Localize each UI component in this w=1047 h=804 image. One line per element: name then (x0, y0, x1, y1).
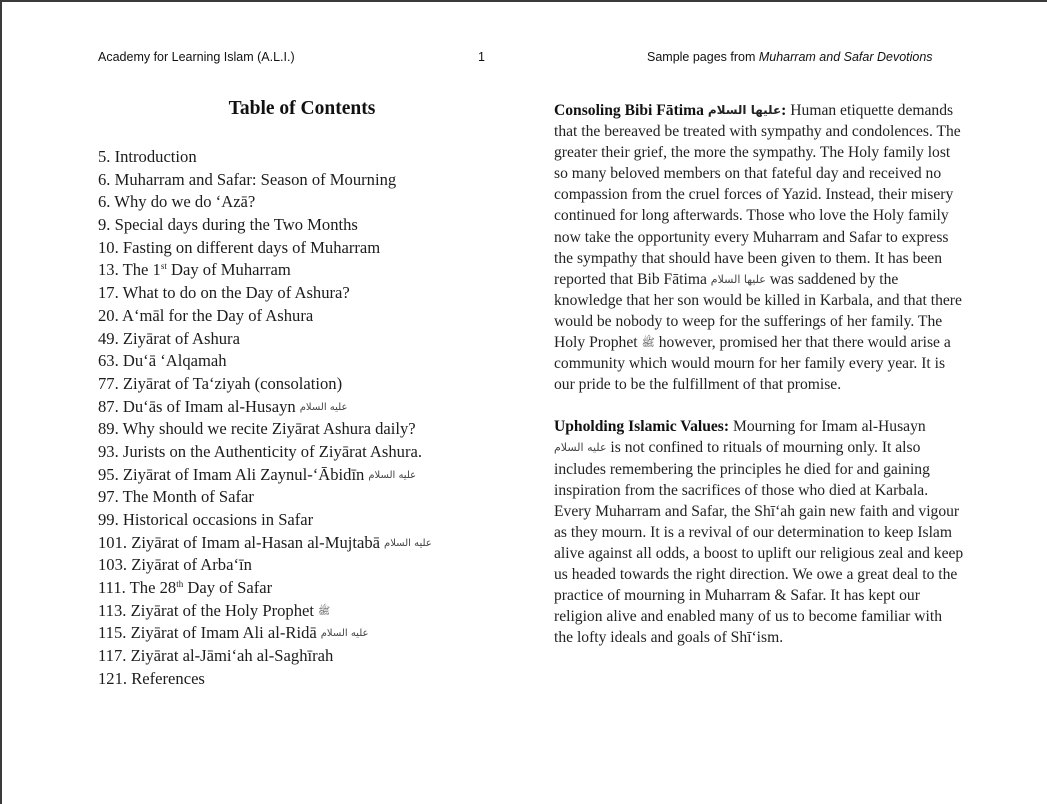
toc-entry-text: 121. References (98, 668, 205, 688)
toc-entry-text: Day of Muharram (166, 260, 291, 280)
honorific-icon: عليه السلام (368, 469, 417, 481)
header-page-number: 1 (478, 50, 485, 64)
toc-entry-text: 101. Ziyārat of Imam al-Hasan al-Mujtabā (98, 532, 380, 552)
toc-entry-text: 99. Historical occasions in Safar (98, 510, 314, 529)
toc-entry-text: 113. Ziyārat of the Holy Prophet (98, 600, 314, 620)
toc-entry[interactable] (98, 509, 432, 532)
toc-entry[interactable] (98, 237, 432, 260)
honorific-icon: عليها السلام (707, 103, 782, 117)
toc-entry[interactable] (98, 441, 432, 464)
toc-entry-text: 63. Du‘ā ‘Alqamah (98, 351, 227, 371)
toc-entry-text: 77. Ziyārat of Ta‘ziyah (consolation) (98, 373, 343, 393)
paragraph-heading: Upholding Islamic Values: (554, 418, 730, 436)
toc-entry[interactable] (98, 600, 432, 623)
toc-entry[interactable] (98, 418, 432, 441)
toc-entry-text: 97. The Month of Safar (98, 487, 254, 507)
toc-entry[interactable] (98, 486, 432, 509)
ordinal-suffix: st (160, 261, 167, 272)
honorific-icon: عليه السلام (554, 441, 607, 455)
honorific-icon: ﷺ (641, 336, 655, 350)
toc-entry-text: 117. Ziyārat al-Jāmi‘ah al-Saghīrah (98, 646, 334, 666)
toc-entry[interactable] (98, 146, 432, 169)
toc-list (98, 146, 432, 691)
toc-entry-text: 9. Special days during the Two Months (98, 215, 358, 235)
paragraph-heading (554, 102, 786, 119)
toc-entry[interactable] (98, 464, 432, 487)
honorific-icon: عليها السلام (710, 272, 766, 286)
header-source-prefix: Sample pages from (647, 50, 759, 64)
toc-entry-text: 87. Du‘ās of Imam al-Husayn (98, 396, 296, 416)
toc-entry[interactable] (98, 668, 432, 691)
paragraph-upholding-islamic-values (554, 416, 964, 648)
ordinal-suffix: th (176, 579, 184, 590)
toc-entry[interactable] (98, 532, 432, 555)
toc-entry[interactable] (98, 305, 432, 328)
toc-entry-text: 6. Muharram and Safar: Season of Mourning (98, 169, 397, 189)
toc-title: Table of Contents (228, 98, 376, 119)
toc-entry-text: 17. What to do on the Day of Ashura? (98, 283, 350, 303)
heading-colon: : (781, 102, 787, 119)
paragraph-text: Mourning for Imam al-Husayn (729, 418, 926, 436)
paragraph-text: was saddened by the knowledge that her son would be killed in Karbala, and that there would be nobody to weep for the sufferings of her family. The Holy Prophet (554, 270, 962, 352)
paragraph-heading-text: Consoling Bibi Fātima (554, 102, 704, 119)
toc-entry-text: 93. Jurists on the Authenticity of Ziyārat Ashura. (98, 441, 422, 461)
paragraph-consoling-bibi-fatima (554, 100, 964, 395)
header-publisher: Academy for Learning Islam (A.L.I.) (98, 50, 295, 64)
toc-entry-text: 95. Ziyārat of Imam Ali Zaynul-‘Ābidīn (98, 464, 365, 484)
toc-entry[interactable] (98, 169, 432, 192)
toc-entry[interactable] (98, 259, 432, 282)
honorific-icon: عليه السلام (299, 401, 348, 413)
honorific-icon: ﷺ (317, 605, 331, 617)
toc-entry-text: 111. The 28 (98, 578, 177, 598)
honorific-icon: عليه السلام (384, 537, 432, 549)
paragraph-text: is not confined to rituals of mourning only. It also includes remembering the principles he died for and gaining inspiration from the sacrifices of those who died at Karbala. Every Muharram and Safar, the Shī‘ah gain new faith and vigour as they mourn. It is a revival of our determination to keep Islam alive against all odds, a boost to uplift our religious zeal and keep us headed towards the right direction. We owe a great deal to the practice of mourning in Muharram & Safar. It has kept our religion alive and enabled many of us to become familiar with the lofty ideals and goals of Shī‘ism. (554, 439, 964, 647)
window-left-border (0, 0, 2, 804)
toc-entry-text: 49. Ziyārat of Ashura (98, 328, 240, 348)
toc-entry-text: 115. Ziyārat of Imam Ali al-Ridā (98, 623, 317, 643)
toc-entry[interactable] (98, 577, 432, 600)
toc-entry[interactable] (98, 645, 432, 668)
honorific-icon: عليه السلام (320, 628, 369, 640)
paragraph-text: Human etiquette demands that the bereaved be treated with sympathy and condolences. The greater their grief, the more the sympathy. The Holy family lost so many beloved members on that fateful day and received no compassion from the cruel forces of Yazid. Instead, their misery continued for long afterwards. Those who love the Holy family now take the opportunity every Muharram and Safar to express the sympathy that should have been given to them. It has been reported that Bib Fātima (554, 102, 961, 288)
toc-entry-text: 20. A‘māl for the Day of Ashura (98, 305, 314, 325)
toc-entry-text: 13. The 1 (98, 260, 161, 280)
toc-entry-text: 6. Why do we do ‘Azā? (98, 192, 256, 212)
toc-entry[interactable] (98, 350, 432, 373)
toc-entry[interactable] (98, 554, 432, 577)
window-top-border (0, 0, 1047, 2)
toc-entry[interactable] (98, 214, 432, 237)
toc-entry[interactable] (98, 622, 432, 645)
header-source (647, 50, 933, 64)
toc-entry-text: Day of Safar (183, 578, 273, 598)
body-column (554, 100, 964, 648)
paragraph-text: however, promised her that there would arise a community which would mourn for her family every year. It is our pride to be the fulfillment of that promise. (554, 334, 951, 394)
toc-entry[interactable] (98, 191, 432, 214)
toc-entry-text: 10. Fasting on different days of Muharram (98, 237, 381, 257)
toc-entry[interactable] (98, 282, 432, 305)
toc-entry-text: 103. Ziyārat of Arba‘īn (98, 555, 252, 575)
header-book-title: Muharram and Safar Devotions (758, 50, 933, 64)
toc-entry[interactable] (98, 396, 432, 419)
toc-entry[interactable] (98, 328, 432, 351)
toc-entry-text: 89. Why should we recite Ziyārat Ashura daily? (98, 419, 416, 439)
toc-entry-text: 5. Introduction (98, 147, 197, 166)
toc-entry[interactable] (98, 373, 432, 396)
